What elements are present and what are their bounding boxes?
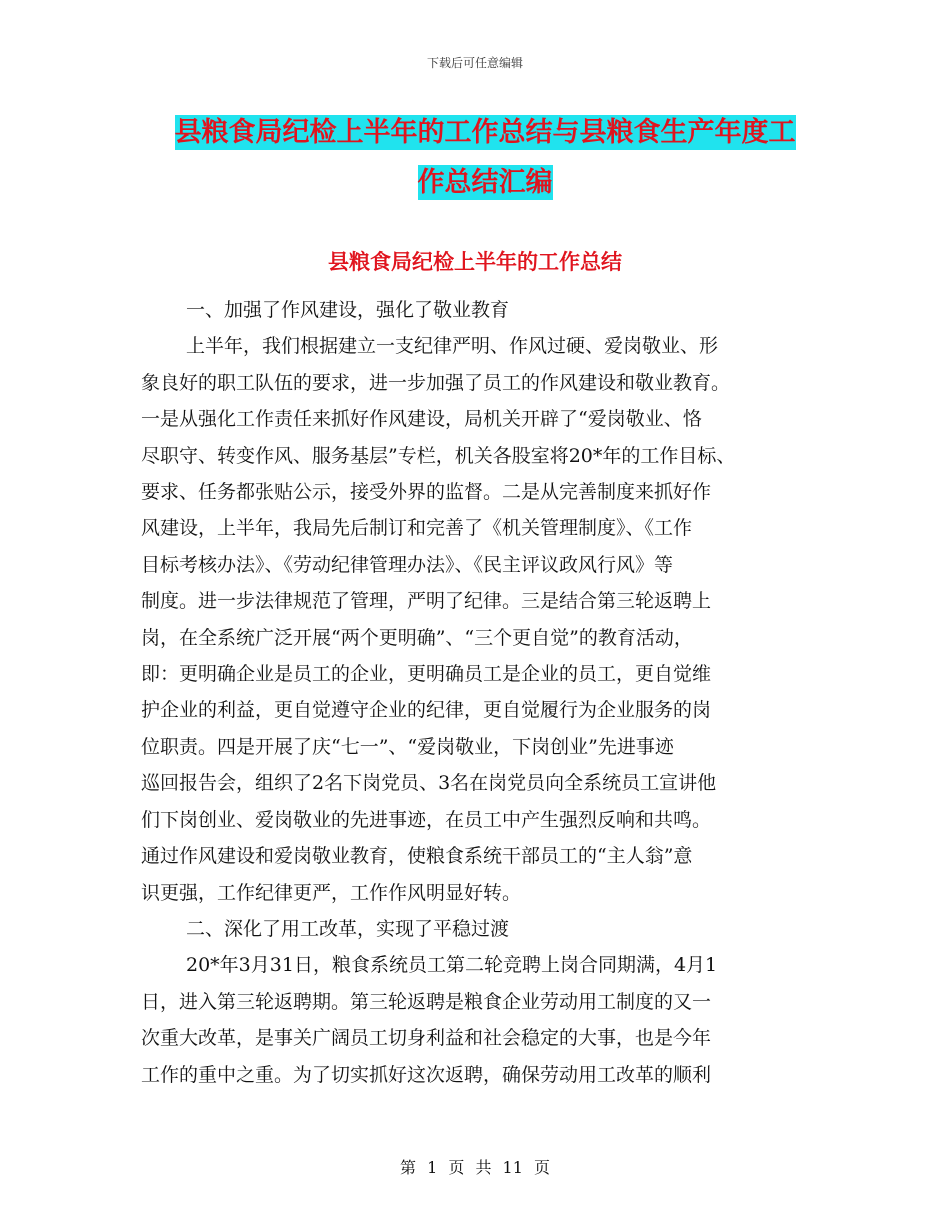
title-line-1: 县粮食局纪检上半年的工作总结与县粮食生产年度工 xyxy=(174,117,796,148)
paragraph-line: 制度。进一步法律规范了管理，严明了纪律。三是结合第三轮返聘上 xyxy=(141,590,712,613)
paragraph-line: 位职责。四是开展了庆“七一”、“爱岗敬业，下岗创业”先进事迹 xyxy=(141,735,674,758)
paragraph-line: 目标考核办法》、《劳动纪律管理办法》、《民主评议政风行风》等 xyxy=(141,553,674,576)
paragraph-line: 尽职守、转变作风、服务基层”专栏，机关各股室将20*年的工作目标、 xyxy=(141,444,736,467)
paragraph-line: 岗，在全系统广泛开展“两个更明确”、“三个更自觉”的教育活动， xyxy=(141,626,693,649)
paragraph-line: 护企业的利益，更自觉遵守企业的纪律，更自觉履行为企业服务的岗 xyxy=(141,699,712,722)
paragraph-line: 日，进入第三轮返聘期。第三轮返聘是粮食企业劳动用工制度的又一 xyxy=(141,990,712,1013)
paragraph-line: 要求、任务都张贴公示，接受外界的监督。二是从完善制度来抓好作 xyxy=(141,481,712,504)
document-body xyxy=(141,292,821,1093)
paragraph-line: 次重大改革，是事关广阔员工切身利益和社会稳定的大事，也是今年 xyxy=(141,1027,712,1050)
document-title xyxy=(140,108,830,208)
paragraph-line: 巡回报告会，组织了2名下岗党员、3名在岗党员向全系统员工宣讲他 xyxy=(141,772,717,795)
paragraph-line: 一是从强化工作责任来抓好作风建设，局机关开辟了“爱岗敬业、恪 xyxy=(141,408,702,431)
paragraph-line: 20*年3月31日，粮食系统员工第二轮竞聘上岗合同期满，4月1 xyxy=(186,954,718,977)
paragraph-line: 工作的重中之重。为了切实抓好这次返聘，确保劳动用工改革的顺利 xyxy=(141,1063,712,1086)
heading-1: 一、加强了作风建设，强化了敬业教育 xyxy=(186,299,510,321)
paragraph-line: 们下岗创业、爱岗敬业的先进事迹，在员工中产生强烈反响和共鸣。 xyxy=(141,808,712,831)
section-title: 县粮食局纪检上半年的工作总结 xyxy=(328,250,622,274)
paragraph-line: 上半年，我们根据建立一支纪律严明、作风过硬、爱岗敬业、形 xyxy=(186,335,719,358)
page-footer: 第 1 页 共 11 页 xyxy=(400,1158,550,1177)
paragraph-line: 象良好的职工队伍的要求，进一步加强了员工的作风建设和敬业教育。 xyxy=(141,371,731,394)
paragraph-line: 风建设，上半年，我局先后制订和完善了《机关管理制度》、《工作 xyxy=(141,517,693,540)
paragraph-line: 识更强，工作纪律更严，工作作风明显好转。 xyxy=(141,881,522,904)
heading-2: 二、深化了用工改革，实现了平稳过渡 xyxy=(186,917,510,940)
header-note: 下载后可任意编辑 xyxy=(426,56,523,70)
paragraph-line: 通过作风建设和爱岗敬业教育，使粮食系统干部员工的“主人翁”意 xyxy=(141,845,693,868)
paragraph-line: 即：更明确企业是员工的企业，更明确员工是企业的员工，更自觉维 xyxy=(141,663,712,686)
title-line-2: 作总结汇编 xyxy=(417,167,553,198)
